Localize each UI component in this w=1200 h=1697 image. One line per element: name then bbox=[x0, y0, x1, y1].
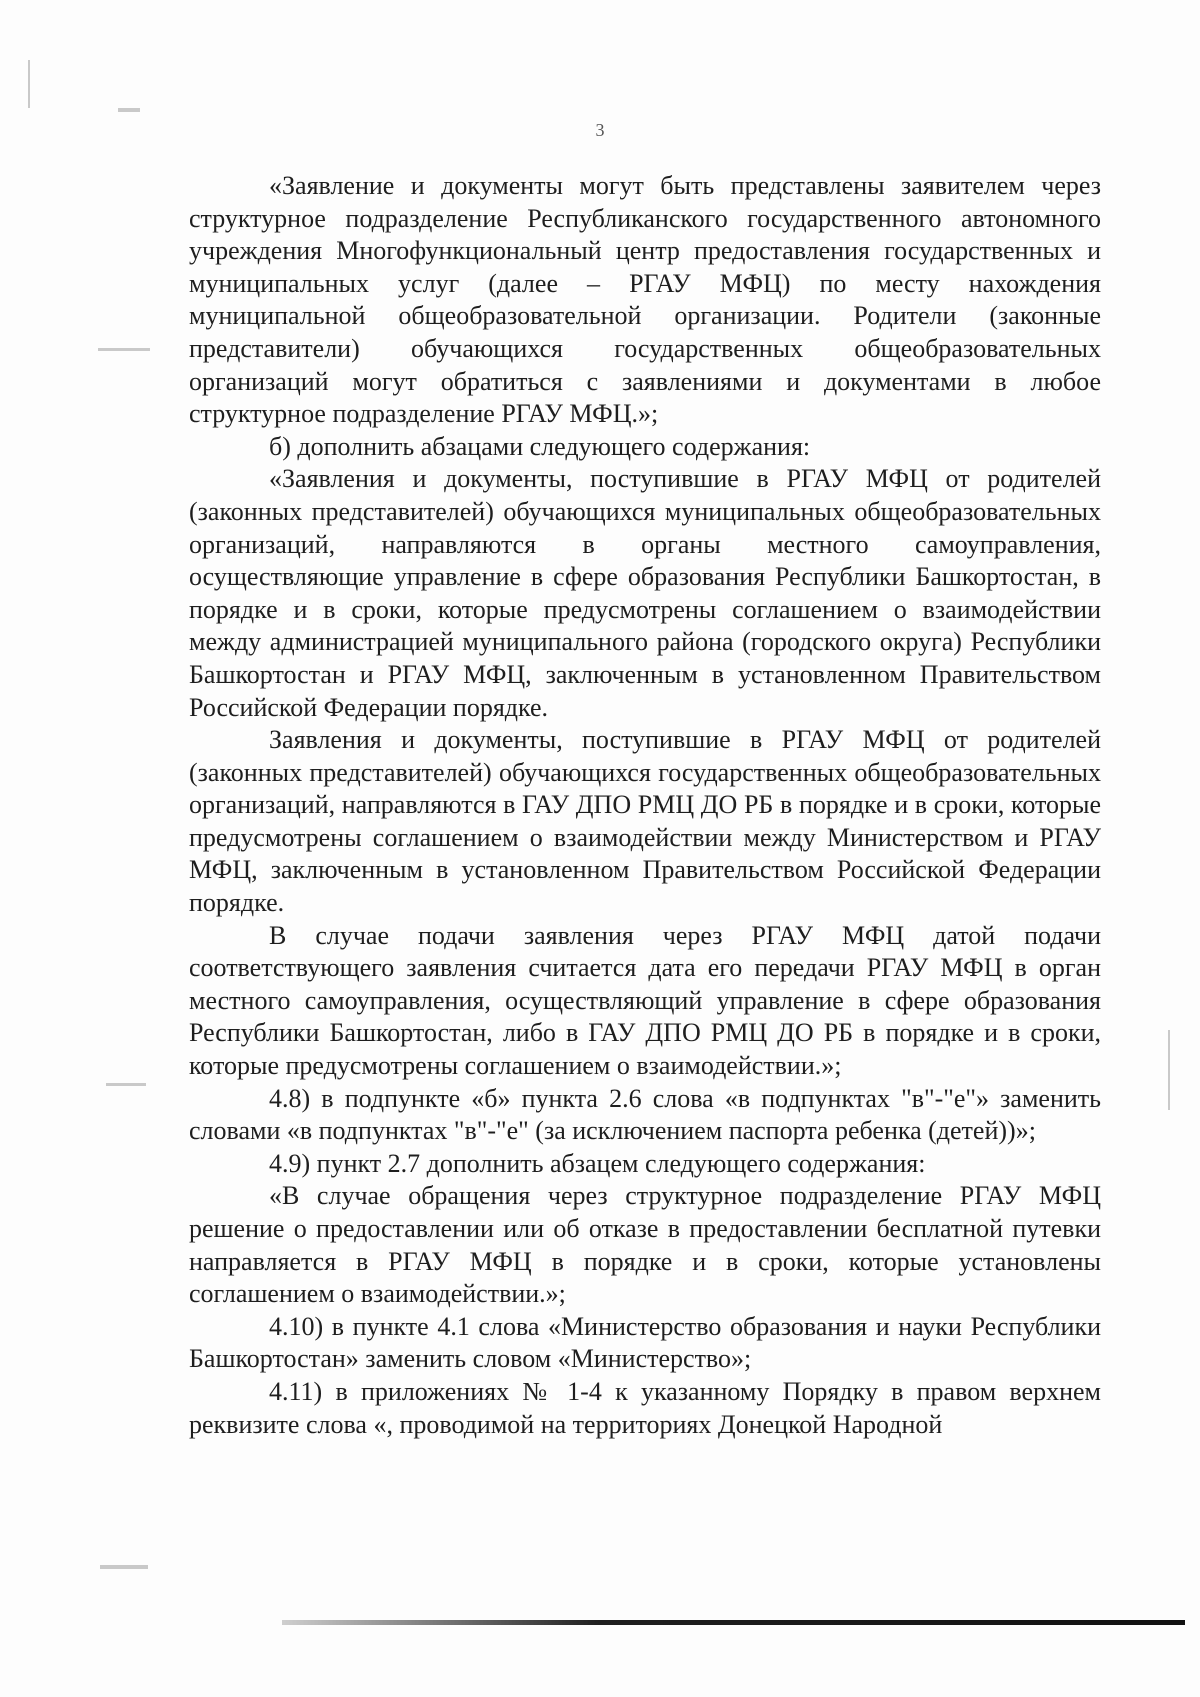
scan-edge-mark bbox=[28, 60, 30, 108]
paragraph: 4.11) в приложениях № 1-4 к указанному Порядку в правом верхнем реквизите слова «, проводимой на территориях Донецкой Народной bbox=[189, 1376, 1101, 1439]
paragraph: «В случае обращения через структурное подразделение РГАУ МФЦ решение о предоставлении или об отказе в предоставлении бесплатной путевки направляется в РГАУ МФЦ в порядке и в сроки, которые установлены соглашением о взаимодействии.»; bbox=[189, 1181, 1101, 1309]
scan-speck bbox=[106, 1083, 146, 1086]
bottom-scan-rule bbox=[282, 1620, 1185, 1625]
scan-speck bbox=[118, 108, 140, 112]
paragraph: 4.8) в подпункте «б» пункта 2.6 слова «в подпунктах "в"-"е"» заменить словами «в подпунктах "в"-"е" (за исключением паспорта ребенка (детей))»; bbox=[189, 1083, 1101, 1146]
scan-edge-mark bbox=[1168, 1030, 1170, 1110]
document-body bbox=[189, 170, 1101, 1441]
paragraph: б) дополнить абзацами следующего содержания: bbox=[269, 431, 811, 461]
scan-speck bbox=[98, 348, 150, 351]
paragraph: «Заявление и документы могут быть представлены заявителем через структурное подразделение Республиканского государственного автономного учреждения Многофункциональный центр предоставления государственных и муниципальных услуг (далее – РГАУ МФЦ) по месту нахождения муниципальной общеобразовательной организации. Родители (законные представители) обучающихся государственных общеобразовательных организаций могут обратиться с заявлениями и документами в любое структурное подразделение РГАУ МФЦ.»; bbox=[189, 171, 1101, 429]
paragraph: «Заявления и документы, поступившие в РГАУ МФЦ от родителей (законных представителей) обучающихся муниципальных общеобразовательных организаций, направляются в органы местного самоуправления, осуществляющие управление в сфере образования Республики Башкортостан, в порядке и в сроки, которые предусмотрены соглашением о взаимодействии между администрацией муниципального района (городского округа) Республики Башкортостан и РГАУ МФЦ, заключенным в установленном Правительством Российской Федерации порядке. bbox=[189, 464, 1101, 722]
page-number: 3 bbox=[595, 120, 605, 140]
paragraph: 4.9) пункт 2.7 дополнить абзацем следующего содержания: bbox=[269, 1148, 926, 1178]
paragraph: 4.10) в пункте 4.1 слова «Министерство образования и науки Республики Башкортостан» заменить словом «Министерство»; bbox=[189, 1311, 1101, 1374]
scan-speck bbox=[100, 1565, 148, 1569]
paragraph: Заявления и документы, поступившие в РГАУ МФЦ от родителей (законных представителей) обучающихся государственных общеобразовательных организаций, направляются в ГАУ ДПО РМЦ ДО РБ в порядке и в сроки, которые предусмотрены соглашением о взаимодействии между Министерством и РГАУ МФЦ, заключенным в установленном Правительством Российской Федерации порядке. bbox=[189, 725, 1101, 918]
paragraph: В случае подачи заявления через РГАУ МФЦ датой подачи соответствующего заявления считается дата его передачи РГАУ МФЦ в орган местного самоуправления, осуществляющий управление в сфере образования Республики Башкортостан, либо в ГАУ ДПО РМЦ ДО РБ в порядке и в сроки, которые предусмотрены соглашением о взаимодействии.»; bbox=[189, 920, 1101, 1081]
